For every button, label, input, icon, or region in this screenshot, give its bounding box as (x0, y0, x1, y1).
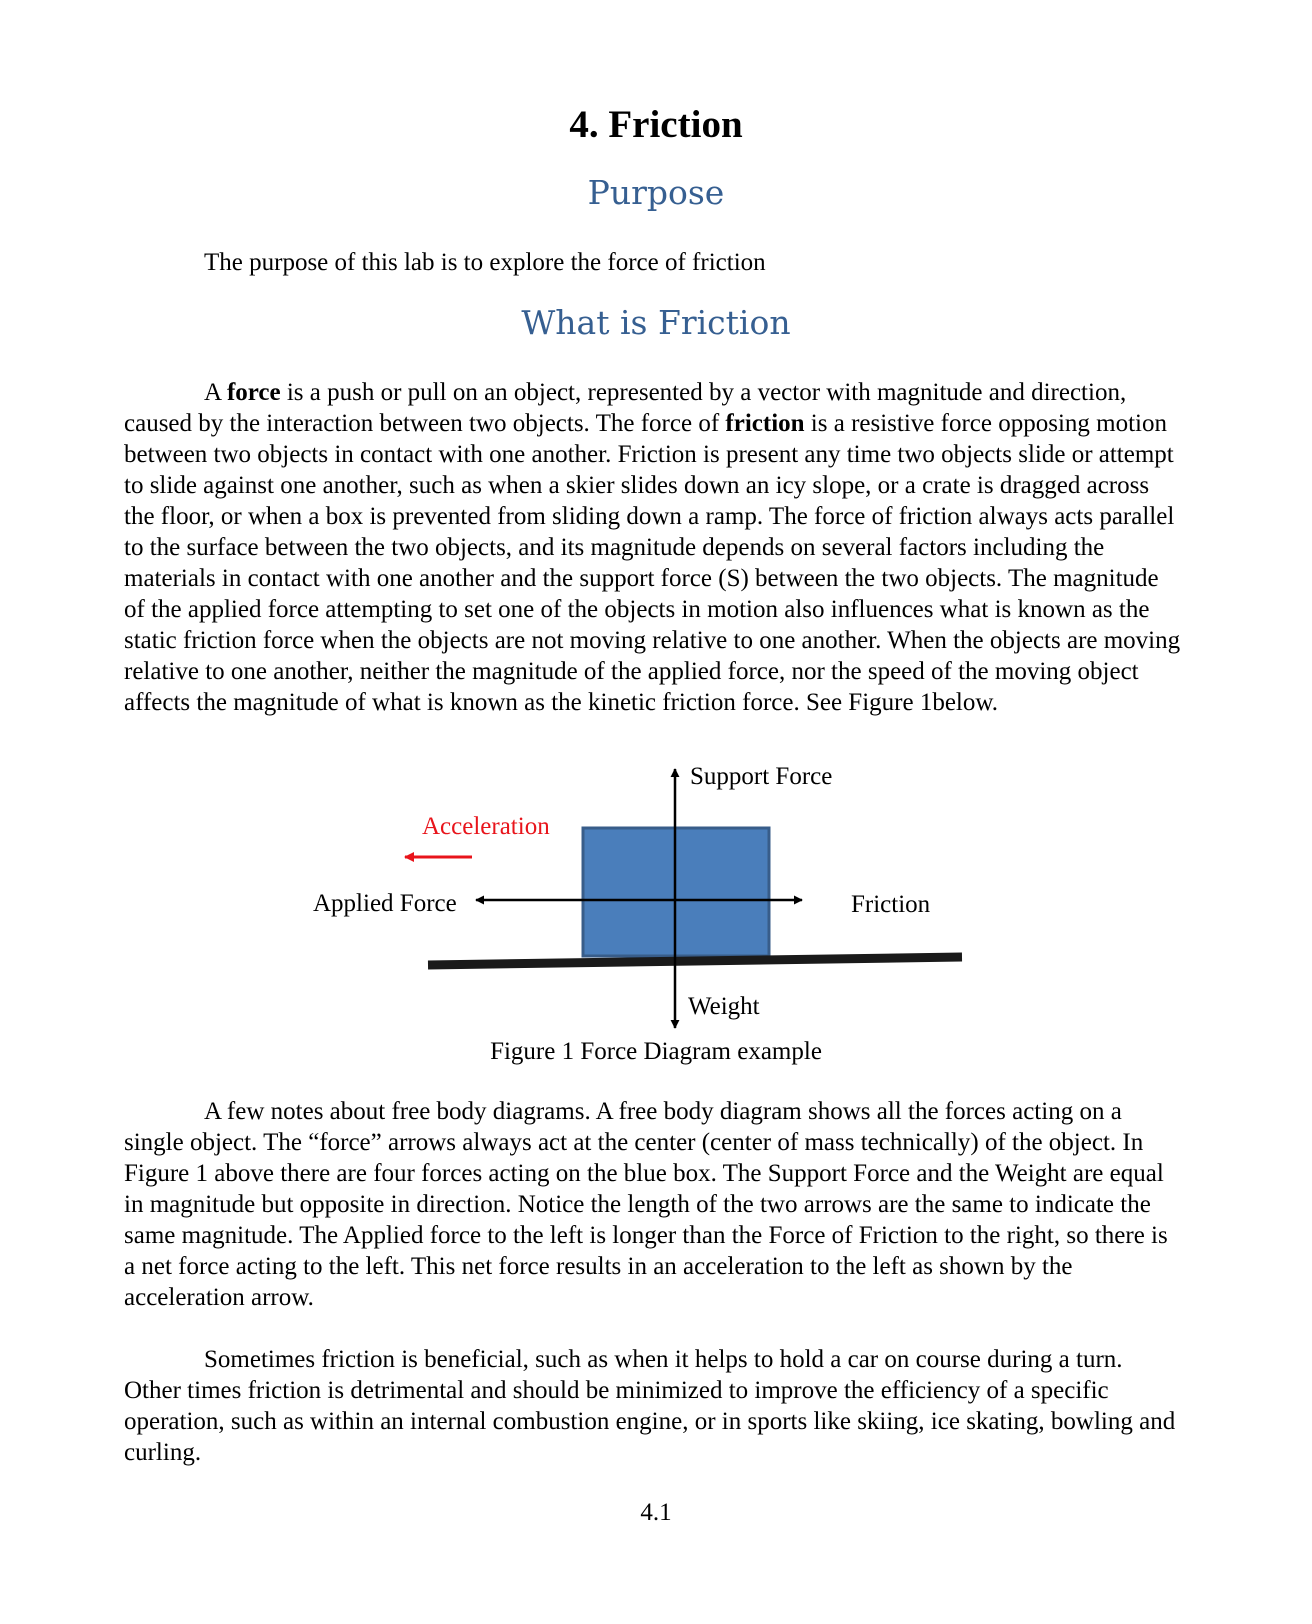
friction-uses-paragraph: Sometimes friction is beneficial, such as when it helps to hold a car on course during a turn. Other times friction is detrimental and should be minimized to improve the efficiency of a specific operation, such as within an internal combustion engine, or in sports like skiing, ice skating, bowling and curling. (124, 1346, 1176, 1466)
page-number: 4.1 (640, 1499, 672, 1526)
friction-label: Friction (851, 891, 931, 918)
applied-force-label: Applied Force (313, 890, 457, 917)
intro-text-2: is a push or pull on an object, represented by a vector with magnitude and direction, caused by the interaction between two objects. The force of (124, 379, 1127, 437)
term-friction: friction (725, 410, 805, 437)
page-title: 4. Friction (569, 103, 743, 146)
support-force-label: Support Force (690, 763, 833, 790)
figure-caption: Figure 1 Force Diagram example (490, 1038, 822, 1065)
term-force: force (226, 379, 281, 406)
free-body-paragraph: A few notes about free body diagrams. A free body diagram shows all the forces acting on a single object. The “force” arrows always act at the center (center of mass technically) of the object. In Figure 1 above there are four forces acting on the blue box. The Support Force and the Weight are equal in magnitude but opposite in direction. Notice the length of the two arrows are the same to indicate the same magnitude. The Applied force to the left is longer than the Force of Friction to the right, so there is a net force acting to the left. This net force results in an acceleration to the left as shown by the acceleration arrow. (124, 1098, 1168, 1311)
purpose-text: The purpose of this lab is to explore the force of friction (204, 249, 766, 276)
what-is-friction-heading: What is Friction (521, 303, 791, 342)
intro-text-1: A (204, 379, 227, 406)
purpose-heading: Purpose (587, 173, 725, 212)
acceleration-label: Acceleration (422, 813, 550, 840)
ground-surface (428, 957, 962, 965)
intro-text-3: is a resistive force opposing motion between two objects in contact with one another. Friction is present any time two objects slide or attempt to slide against one another, such as when a skier slides down an icy slope, or a crate is dragged across the floor, or when a box is prevented from sliding down a ramp. The force of friction always acts parallel to the surface between the two objects, and its magnitude depends on several factors including the materials in contact with one another and the support force (S) between the two objects. The magnitude of the applied force attempting to set one of the objects in motion also influences what is known as the static friction force when the objects are not moving relative to one another. When the objects are moving relative to one another, neither the magnitude of the applied force, nor the speed of the moving object affects the magnitude of what is known as the kinetic friction force. See Figure 1below. (124, 410, 1181, 716)
weight-label: Weight (688, 993, 760, 1020)
